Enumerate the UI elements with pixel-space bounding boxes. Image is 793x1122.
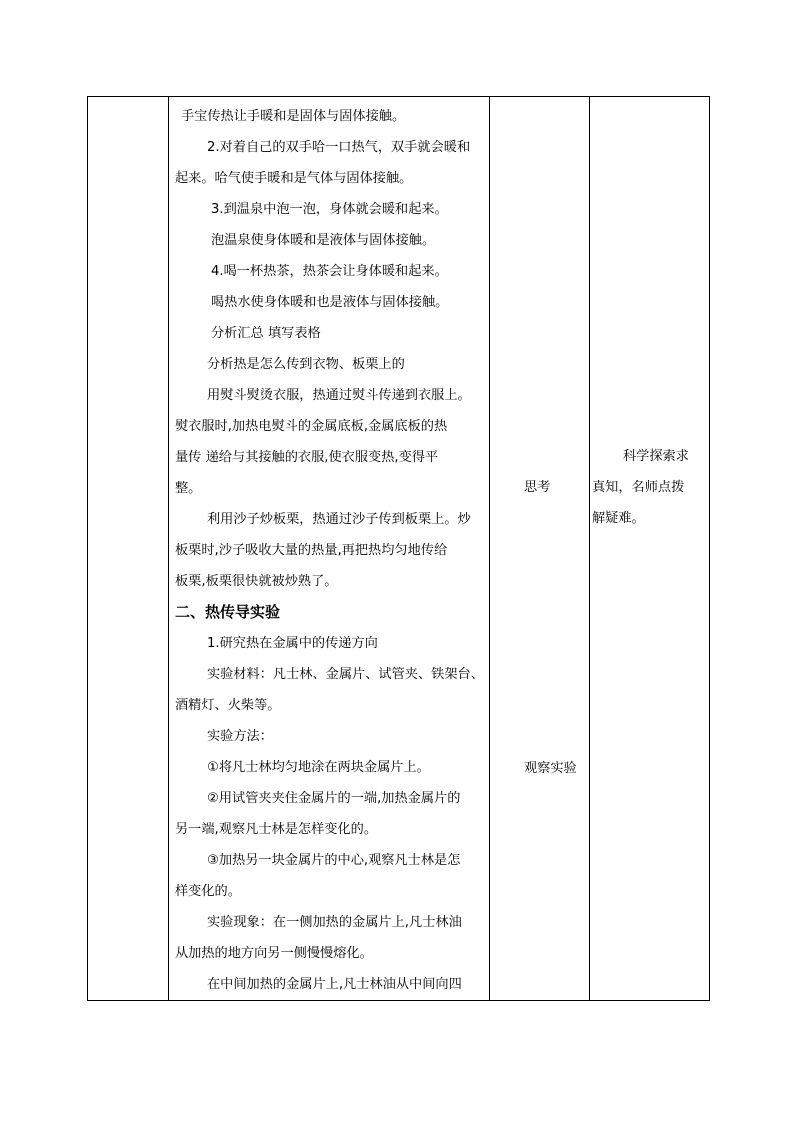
content-line: 在中间加热的金属片上,凡士林油从中间向四 — [207, 977, 462, 992]
content-line: 分析汇总 填写表格 — [211, 326, 321, 341]
content-line: 量传 递给与其接触的衣服,使衣服变热,变得平 — [175, 450, 439, 465]
method-observe: 观察实验 — [524, 761, 577, 776]
content-text — [169, 97, 489, 1000]
content-line: 酒精灯、火柴等。 — [175, 698, 281, 713]
content-line: 分析热是怎么传到衣物、板栗上的 — [207, 357, 405, 372]
intent-line: 真知，名师点拨 — [592, 480, 685, 495]
intent-cell — [590, 97, 710, 1001]
content-line: 样变化的。 — [175, 884, 241, 899]
content-line: 利用沙子炒板栗，热通过沙子传到板栗上。炒 — [207, 512, 471, 527]
content-line: 从加热的地方向另一侧慢慢熔化。 — [175, 946, 373, 961]
content-line: 1.研究热在金属中的传递方向 — [207, 636, 378, 651]
content-line: ③加热另一块金属片的中心,观察凡士林是怎 — [207, 853, 461, 868]
content-line: 喝热水使身体暖和也是液体与固体接触。 — [211, 295, 449, 310]
content-line: 泡温泉使身体暖和是液体与固体接触。 — [211, 233, 436, 248]
content-line: 手宝传热让手暖和是固体与固体接触。 — [181, 109, 406, 124]
content-line: 起来。哈气使手暖和是气体与固体接触。 — [175, 171, 413, 186]
intent-line: 科学探索求 — [623, 449, 689, 464]
content-line: 2.对着自己的双手哈一口热气，双手就会暖和 — [207, 140, 471, 155]
content-line: ②用试管夹夹住金属片的一端,加热金属片的 — [207, 791, 461, 806]
method-cell — [490, 97, 590, 1001]
table-row — [88, 97, 710, 1001]
content-line: ①将凡士林均匀地涂在两块金属片上。 — [207, 760, 430, 775]
lesson-plan-table — [87, 96, 710, 1001]
content-line: 4.喝一杯热茶，热茶会让身体暖和起来。 — [211, 264, 448, 279]
intent-line: 解疑难。 — [592, 511, 645, 526]
content-line: 熨衣服时,加热电熨斗的金属底板,金属底板的热 — [175, 419, 448, 434]
content-line: 3.到温泉中泡一泡，身体就会暖和起来。 — [211, 202, 448, 217]
content-line: 用熨斗熨烫衣服，热通过熨斗传递到衣服上。 — [207, 388, 471, 403]
stage-cell — [88, 97, 169, 1001]
content-line: 另一端,观察凡士林是怎样变化的。 — [175, 822, 378, 837]
content-cell — [169, 97, 490, 1001]
content-line: 实验方法： — [207, 729, 273, 744]
content-line: 板栗时,沙子吸收大量的热量,再把热均匀地传给 — [175, 543, 448, 558]
section-heading: 二、热传导实验 — [175, 603, 281, 621]
method-think: 思考 — [524, 480, 551, 495]
content-line: 板栗,板栗很快就被炒熟了。 — [175, 574, 338, 589]
content-line: 实验现象：在一侧加热的金属片上,凡士林油 — [207, 915, 462, 930]
content-line: 整。 — [175, 481, 202, 496]
content-line: 实验材料：凡士林、金属片、试管夹、铁架台、 — [207, 667, 484, 682]
